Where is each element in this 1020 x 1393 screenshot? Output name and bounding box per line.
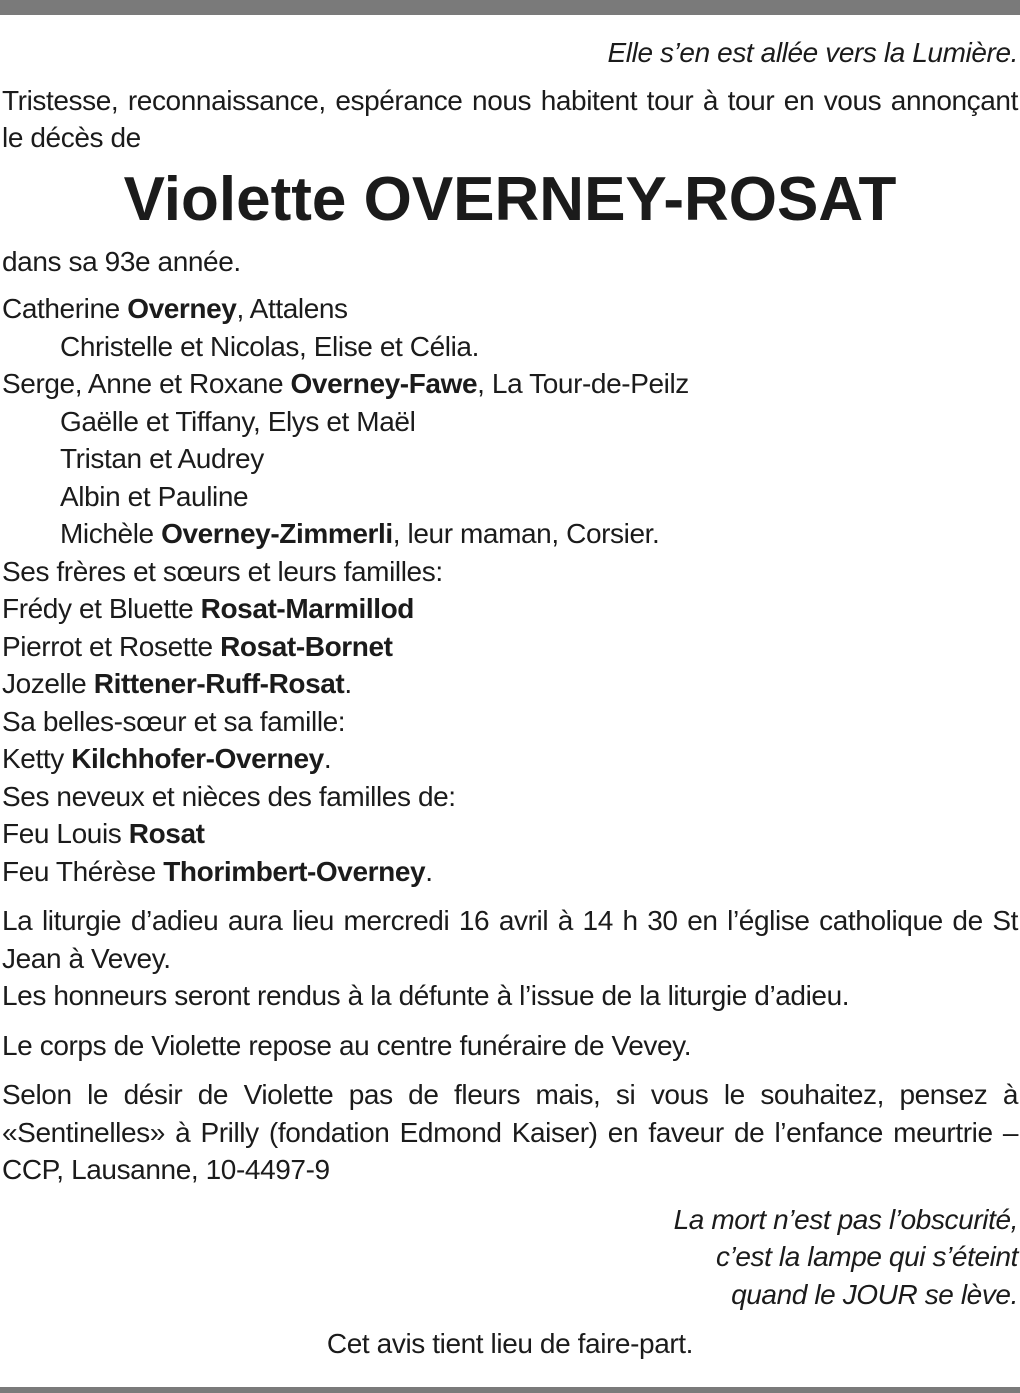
family-line: Albin et Pauline [60, 480, 249, 512]
deceased-name: Violette OVERNEY-ROSAT [123, 164, 897, 234]
family-line: Feu Louis Rosat [2, 818, 205, 849]
family-line: Ses frères et sœurs et leurs familles: [2, 555, 443, 587]
family-line: Pierrot et Rosette Rosat-Bornet [2, 630, 393, 662]
closing-line: Cet avis tient lieu de faire-part. [326, 1328, 694, 1359]
donation-text: Selon le désir de Violette pas de fleurs mais, si vous le souhaitez, pensez à «Sentinelles» à Prilly (fondation Edmond Kaiser) en faveur de l’enfance meurtrie – CCP, Lausanne, 10-4497-9 [2, 1079, 1018, 1185]
quote-line: quand le JOUR se lève. [731, 1278, 1018, 1310]
family-line: Serge, Anne et Roxane Overney-Fawe, La Tour-de-Peilz [2, 368, 689, 399]
family-line: Frédy et Bluette Rosat-Marmillod [2, 593, 414, 624]
liturgy-text: La liturgie d’adieu aura lieu mercredi 16 avril à 14 h 30 en l’église catholique de St Jean à Vevey. [2, 905, 1018, 974]
family-line: Gaëlle et Tiffany, Elys et Maël [60, 405, 416, 437]
family-list [2, 290, 1018, 890]
quote-line: La mort n’est pas l’obscurité, [673, 1203, 1018, 1235]
family-line: Christelle et Nicolas, Elise et Célia. [60, 330, 479, 362]
top-border [0, 0, 1020, 15]
honours-text: Les honneurs seront rendus à la défunte à l’issue de la liturgie d’adieu. [2, 980, 850, 1011]
family-line: Catherine Overney, Attalens [2, 293, 348, 324]
rest-text: Le corps de Violette repose au centre funéraire de Vevey. [2, 1029, 692, 1061]
bottom-border [0, 1387, 1020, 1393]
age-line: dans sa 93e année. [2, 245, 241, 277]
family-line: Ses neveux et nièces des familles de: [2, 780, 456, 812]
family-line: Tristan et Audrey [60, 443, 264, 474]
family-line: Sa belles-sœur et sa famille: [2, 705, 346, 737]
family-line: Michèle Overney-Zimmerli, leur maman, Corsier. [60, 518, 660, 549]
closing-quote [2, 1201, 1018, 1314]
obituary-notice [2, 34, 1018, 1363]
family-line: Ketty Kilchhofer-Overney. [2, 743, 332, 774]
family-line: Jozelle Rittener-Ruff-Rosat. [2, 668, 352, 699]
family-line: Feu Thérèse Thorimbert-Overney. [2, 855, 433, 887]
epigraph: Elle s’en est allée vers la Lumière. [607, 37, 1018, 68]
quote-line: c’est la lampe qui s’éteint [715, 1241, 1018, 1272]
intro-text: Tristesse, reconnaissance, espérance nous habitent tour à tour en vous annonçant le décès de [2, 84, 1018, 153]
